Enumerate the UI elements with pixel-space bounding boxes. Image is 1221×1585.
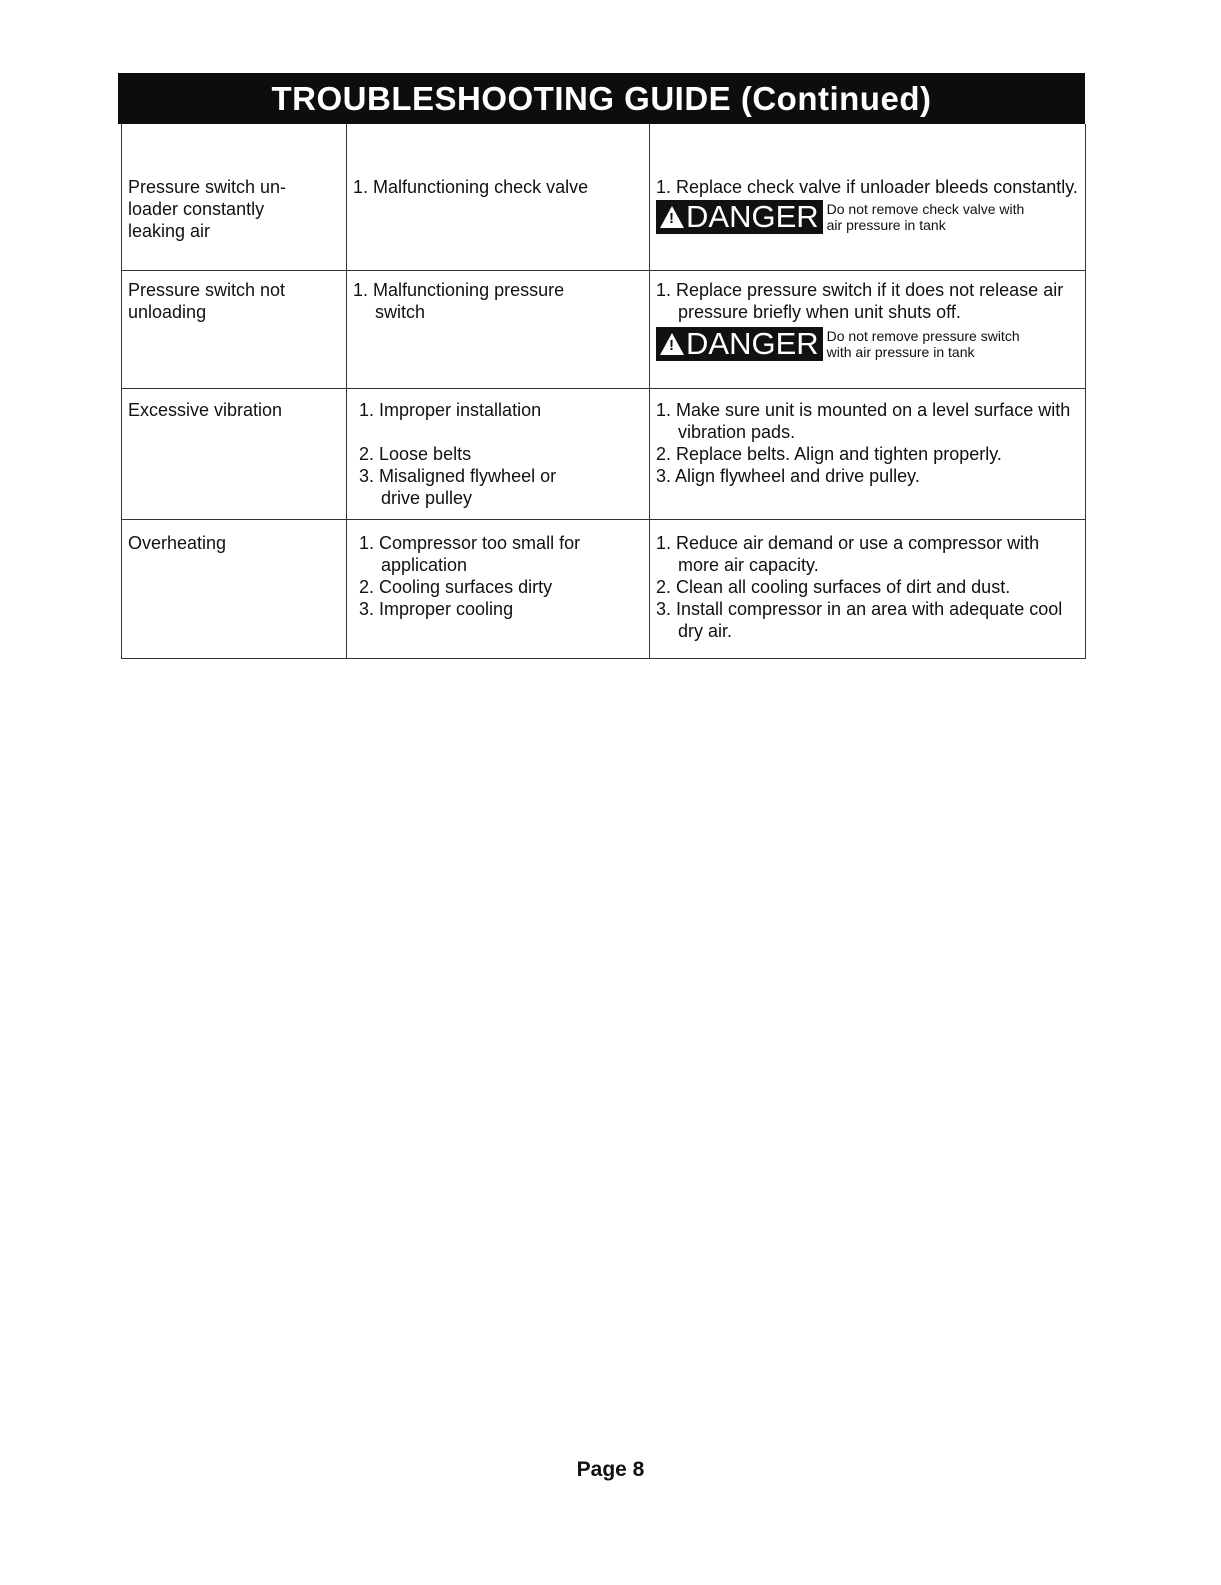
danger-word: DANGER [686, 199, 819, 234]
solution-item: 2. Replace belts. Align and tighten properly. [656, 443, 1002, 464]
solution-item: 3. Install compressor in an area with adequate cool dry air. [656, 598, 1063, 641]
cause-item: 2. Cooling surfaces dirty [359, 576, 553, 597]
solution-item: 2. Clean all cooling surfaces of dirt and dust. [656, 576, 1011, 597]
cause-cell [347, 270, 650, 388]
problem-text: Pressure switch not unloading [128, 279, 286, 322]
cause-item: 1. Improper installation [359, 399, 542, 420]
troubleshooting-table [121, 124, 1086, 659]
page-number: Page 8 [576, 1458, 645, 1481]
danger-badge [656, 327, 823, 361]
table-row [122, 124, 1086, 270]
cause-item: 3. Improper cooling [359, 598, 514, 619]
table-row [122, 388, 1086, 519]
cause-item: 3. Misaligned flywheel or drive pulley [359, 465, 557, 508]
table-row [122, 270, 1086, 388]
problem-text: Excessive vibration [128, 399, 283, 420]
solution-item: 1. Replace check valve if unloader bleeds constantly. [656, 177, 1078, 197]
section-title: TROUBLESHOOTING GUIDE (Continued) [271, 79, 932, 117]
warning-triangle-icon [660, 333, 684, 355]
solution-item: 3. Align flywheel and drive pulley. [656, 465, 920, 486]
problem-cell [122, 124, 347, 270]
danger-label [656, 327, 1081, 361]
cause-item: 1. Compressor too small for application [359, 532, 581, 575]
solution-item: 1. Replace pressure switch if it does not release air pressure briefly when unit shuts off. [656, 279, 1064, 322]
problem-text: Pressure switch un- loader constantly leaking air [128, 177, 287, 241]
danger-badge [656, 200, 823, 234]
danger-word: DANGER [686, 325, 819, 361]
danger-note: Do not remove pressure switch with air pressure in tank [826, 327, 1020, 360]
table-row [122, 519, 1086, 658]
solution-cell [650, 388, 1086, 519]
problem-cell [122, 388, 347, 519]
danger-note: Do not remove check valve with air pressure in tank [826, 201, 1025, 233]
solution-cell [650, 270, 1086, 388]
cause-cell [347, 388, 650, 519]
cause-item: 1. Malfunctioning pressure switch [353, 279, 565, 322]
solution-cell [650, 124, 1086, 270]
cause-item: 2. Loose belts [359, 443, 472, 464]
problem-cell [122, 519, 347, 658]
cause-cell [347, 519, 650, 658]
solution-cell [650, 519, 1086, 658]
problem-text: Overheating [128, 532, 227, 553]
warning-triangle-icon [660, 206, 684, 228]
problem-cell [122, 270, 347, 388]
cause-cell [347, 124, 650, 270]
cause-item: 1. Malfunctioning check valve [353, 177, 589, 197]
solution-item: 1. Reduce air demand or use a compressor with more air capacity. [656, 532, 1040, 575]
solution-item: 1. Make sure unit is mounted on a level surface with vibration pads. [656, 399, 1071, 442]
section-header [118, 73, 1085, 124]
danger-label [656, 200, 1081, 234]
